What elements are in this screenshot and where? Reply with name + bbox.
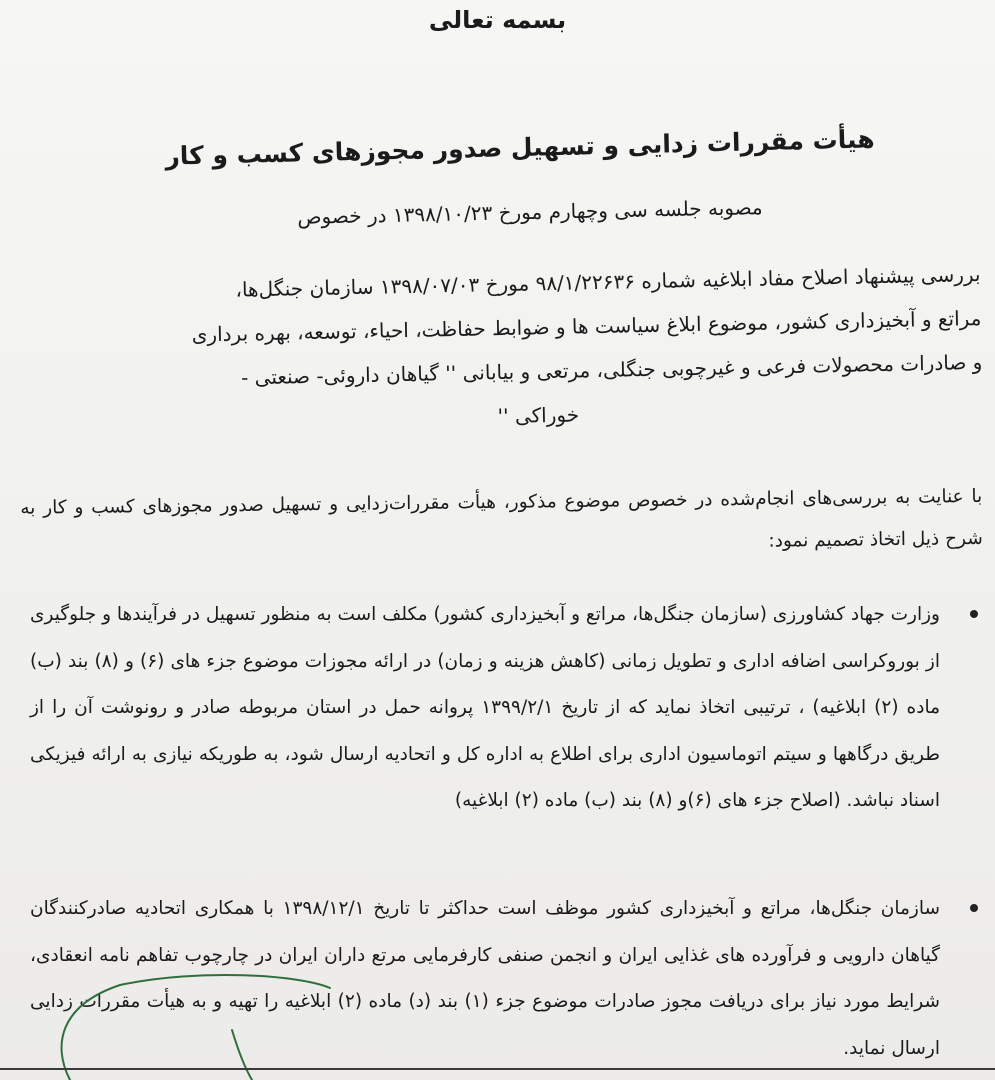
subject-line: خوراکی '' <box>497 402 580 429</box>
subject-line: مراتع و آبخیزداری کشور، موضوع ابلاغ سیاست ها و ضوابط حفاظت، احیاء، توسعه، بهره برداری <box>191 305 982 347</box>
subject-line: بررسی پیشنهاد اصلاح مفاد ابلاغیه شماره ۹۸/۱/۲۲۶۳۶ مورخ ۱۳۹۸/۰۷/۰۳ سازمان جنگل‌ها، <box>235 261 981 302</box>
decision-text: سازمان جنگل‌ها، مراتع و آبخیزداری کشور موظف است حداکثر تا تاریخ ۱۳۹۸/۱۲/۱ با همکاری اتحادیه صادرکنندگان گیاهان دارویی و فرآورده های غذایی ایران و انجمن صنفی کارفرمایی مرتع داران ایران در چارچوب تفاهم نامه انعقادی، شرایط مورد نیاز برای دریافت مجوز صادرات موضوع جزء (۱) بند (د) ماده (۲) ابلاغیه را تهیه و به هیأت مقررات زدایی ارسال نماید. <box>30 898 940 1059</box>
subject-line: و صادرات محصولات فرعی و غیرچوبی جنگلی، مرتعی و بیابانی '' گیاهان داروئی- صنعتی - <box>240 349 983 390</box>
decision-text: وزارت جهاد کشاورزی (سازمان جنگل‌ها، مراتع و آبخیزداری کشور) مکلف است به منظور تسهیل در فرآیندها و جلوگیری از بوروکراسی اضافه اداری و تطویل زمانی (کاهش هزینه و زمان) در ارائه مجوزات موضوع جزء های (۶) و (۸) بند (ب) ماده (۲) ابلاغیه) ، ترتیبی اتخاذ نماید که از تاریخ ۱۳۹۹/۲/۱ پروانه حمل در استان مربوطه صادر و رونوشت آن را از طریق درگاهها و سیتم اتوماسیون اداری برای اطلاع به اداره کل و اتحادیه ارسال شود، به طوریکه نیازی به ارائه فیزیکی اسناد نباشد. (اصلاح جزء های (۶)و (۸) بند (ب) ماده (۲) ابلاغیه) <box>30 604 941 811</box>
board-title: هیأت مقررات زدایی و تسهیل صدور مجوزهای کسب و کار <box>165 124 875 171</box>
session-line: مصوبه جلسه سی وچهارم مورخ ۱۳۹۸/۱۰/۲۳ در خصوص <box>297 195 763 229</box>
page-heading: بسمه تعالی <box>428 6 567 34</box>
intro-paragraph: با عنایت به بررسی‌های انجام‌شده در خصوص موضوع مذکور، هیأت مقررات‌زدایی و تسهیل صدور مجوزهای کسب و کار به شرح ذیل اتخاذ تصمیم نمود: <box>20 485 983 552</box>
page-bottom-rule <box>0 1068 995 1070</box>
